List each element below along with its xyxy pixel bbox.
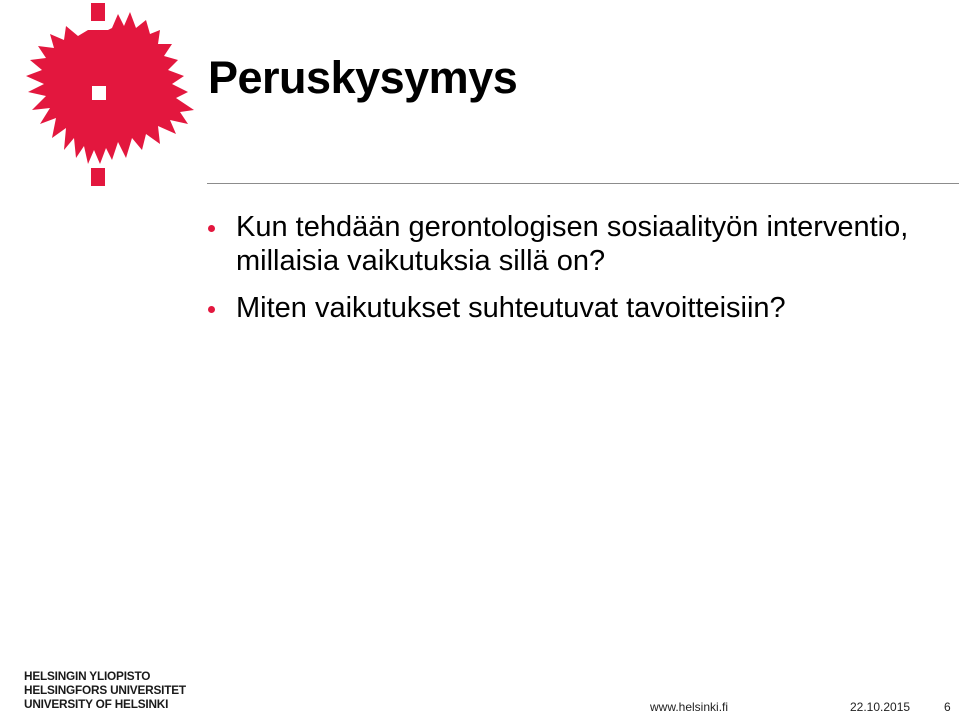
- footer-url[interactable]: www.helsinki.fi: [650, 700, 729, 714]
- bullet-text: Kun tehdään gerontologisen sosiaalityön interventio, millaisia vaikutuksia sillä on?: [236, 211, 909, 277]
- bullet-text: Miten vaikutukset suhteutuvat tavoitteisiin?: [236, 292, 786, 324]
- bullet-list: [206, 210, 956, 338]
- bullet-dot-icon: [208, 306, 215, 313]
- bullet-dot-icon: [208, 225, 215, 232]
- title-divider: [207, 183, 959, 184]
- footer-date: 22.10.2015: [850, 700, 911, 714]
- bullet-item: [206, 210, 956, 278]
- university-name-swedish: HELSINGFORS UNIVERSITET: [24, 683, 186, 697]
- university-flame-logo-icon: [0, 0, 200, 190]
- university-name-block: [24, 669, 186, 711]
- university-name-english: UNIVERSITY OF HELSINKI: [24, 697, 169, 711]
- bullet-item: [206, 291, 956, 325]
- university-name-finnish: HELSINGIN YLIOPISTO: [24, 669, 151, 683]
- footer-page-number: 6: [944, 700, 951, 714]
- slide-title: Peruskysymys: [208, 52, 518, 103]
